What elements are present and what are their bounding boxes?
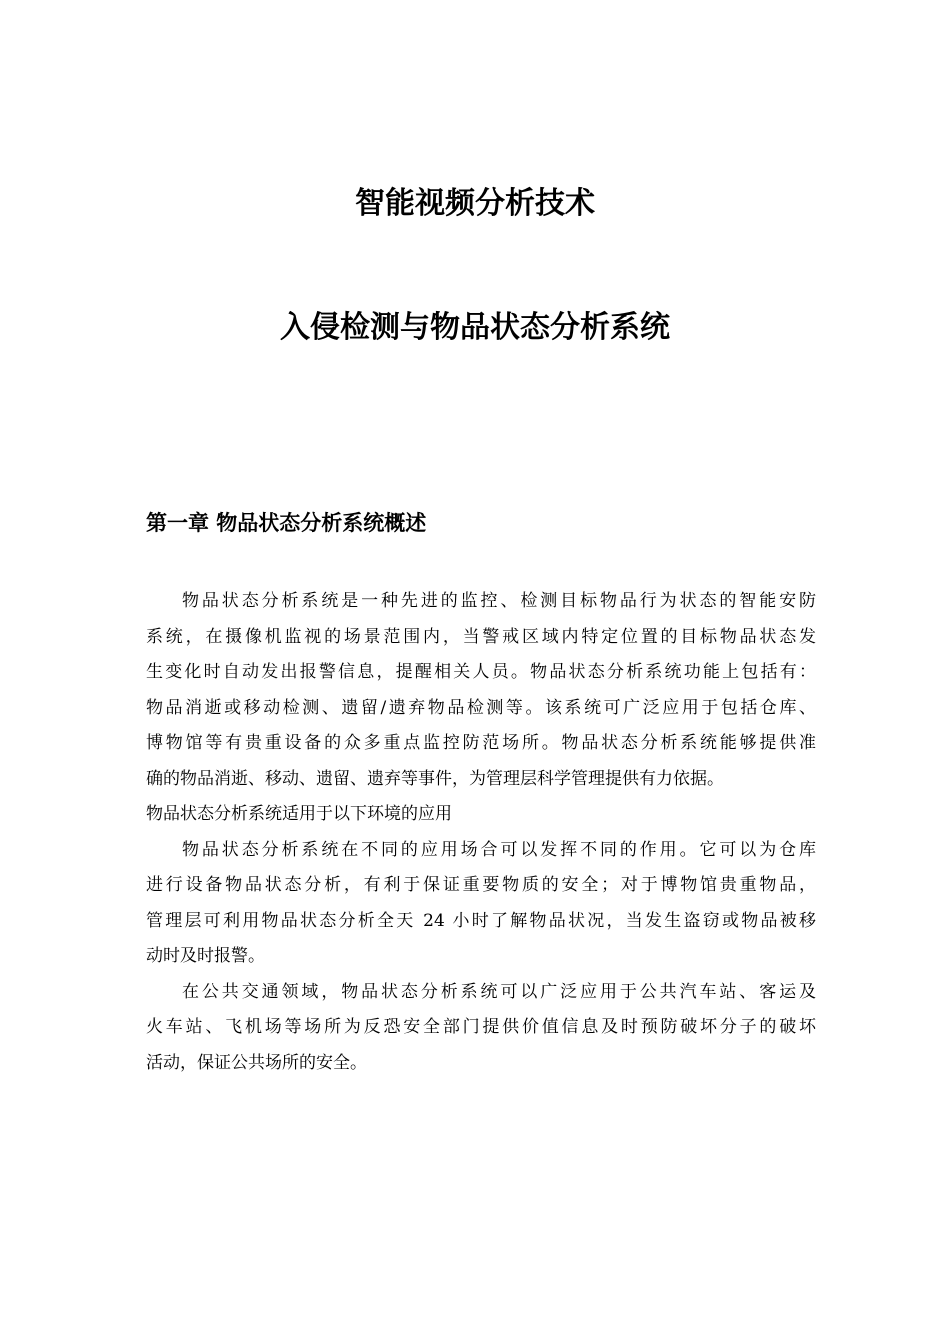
- paragraph-line: 物品消逝或移动检测、遗留/遗弃物品检测等。该系统可广泛应用于包括仓库、: [146, 697, 816, 718]
- paragraph-line: 动时及时报警。: [146, 946, 265, 966]
- body-paragraph: [146, 833, 816, 975]
- chapter-heading: 第一章 物品状态分析系统概述: [146, 511, 427, 535]
- paragraph-line: 活动，保证公共场所的安全。: [146, 1052, 367, 1073]
- paragraph-line: 物品状态分析系统在不同的应用场合可以发挥不同的作用。它可以为仓库: [182, 839, 816, 860]
- body-paragraph: [146, 975, 816, 1082]
- paragraph-line: 确的物品消逝、移动、遗留、遗弃等事件，为管理层科学管理提供有力依据。: [146, 768, 724, 789]
- paragraph-line: 物品状态分析系统是一种先进的监控、检测目标物品行为状态的智能安防: [182, 591, 816, 611]
- document-title: 智能视频分析技术: [355, 186, 595, 221]
- paragraph-line: 管理层可利用物品状态分析全天 24 小时了解物品状况，当发生盗窃或物品被移: [146, 910, 816, 931]
- paragraph-line: 在公共交通领域，物品状态分析系统可以广泛应用于公共汽车站、客运及: [182, 981, 816, 1002]
- document-subtitle: 入侵检测与物品状态分析系统: [280, 310, 670, 345]
- paragraph-line: 物品状态分析系统适用于以下环境的应用: [146, 804, 452, 824]
- paragraph-line: 进行设备物品状态分析，有利于保证重要物质的安全；对于博物馆贵重物品，: [146, 875, 816, 895]
- chapter-body: [146, 584, 816, 1081]
- paragraph-line: 系统，在摄像机监视的场景范围内，当警戒区域内特定位置的目标物品状态发: [146, 626, 816, 647]
- paragraph-line: 博物馆等有贵重设备的众多重点监控防范场所。物品状态分析系统能够提供准: [146, 733, 816, 753]
- body-paragraph: [146, 584, 816, 833]
- paragraph-line: 火车站、飞机场等场所为反恐安全部门提供价值信息及时预防破坏分子的破坏: [146, 1017, 816, 1037]
- paragraph-line: 生变化时自动发出报警信息，提醒相关人员。物品状态分析系统功能上包括有：: [146, 662, 816, 682]
